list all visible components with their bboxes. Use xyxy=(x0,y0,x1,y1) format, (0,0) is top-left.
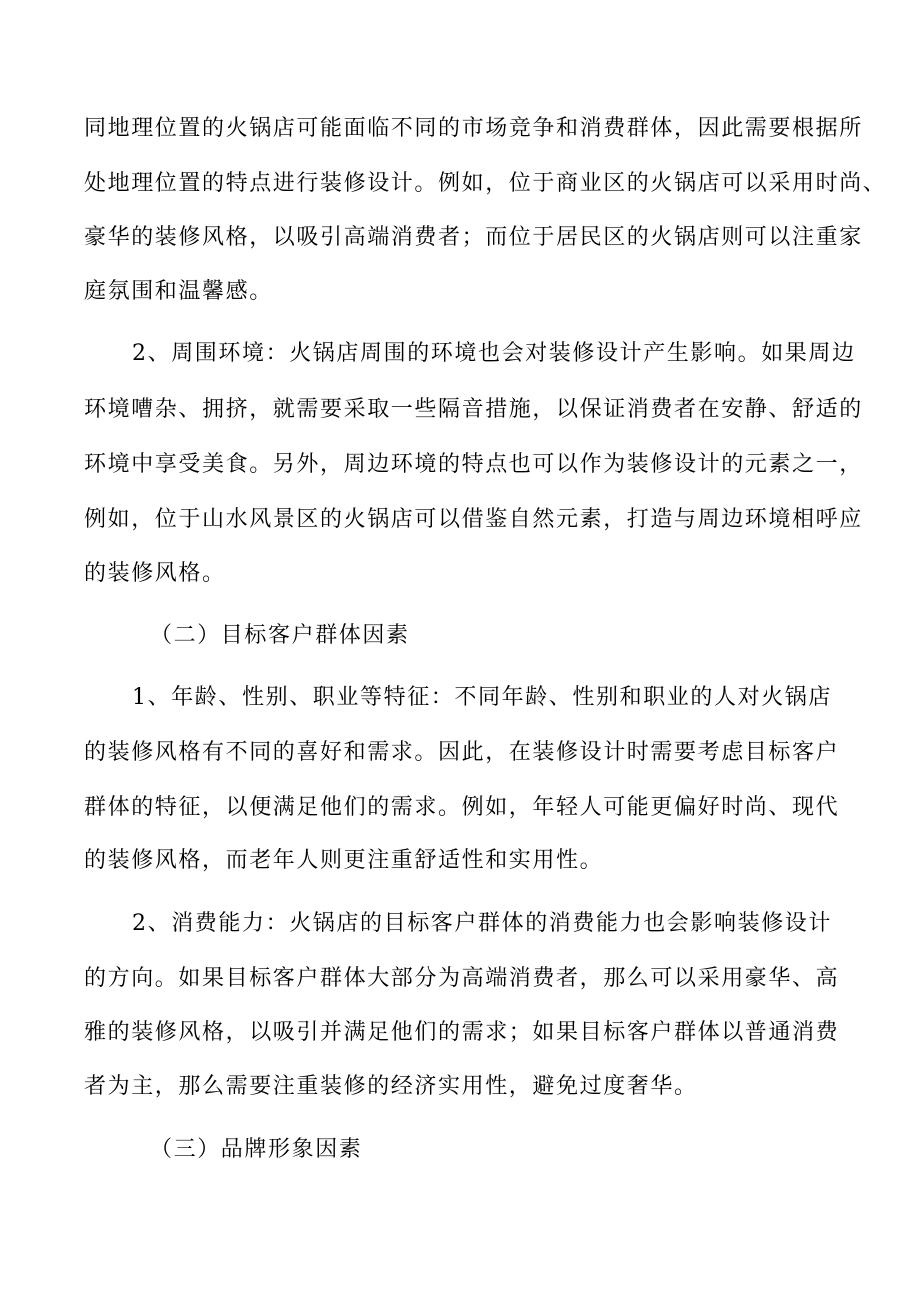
paragraph-1-line-2: 处地理位置的特点进行装修设计。例如，位于商业区的火锅店可以采用时尚、 xyxy=(84,171,887,196)
paragraph-4-line-3: 雅的装修风格，以吸引并满足他们的需求；如果目标客户群体以普通消费 xyxy=(84,1020,840,1045)
paragraph-4-line-2: 的方向。如果目标客户群体大部分为高端消费者，那么可以采用豪华、高 xyxy=(84,966,840,991)
paragraph-2-line-5: 的装修风格。 xyxy=(84,561,226,586)
paragraph-3-line-3: 群体的特征，以便满足他们的需求。例如，年轻人可能更偏好时尚、现代 xyxy=(84,795,840,820)
paragraph-1-line-3: 豪华的装修风格，以吸引高端消费者；而位于居民区的火锅店则可以注重家 xyxy=(84,225,863,250)
paragraph-2-line-3: 环境中享受美食。另外，周边环境的特点也可以作为装修设计的元素之一， xyxy=(84,452,863,477)
paragraph-3-line-1: 1、年龄、性别、职业等特征：不同年龄、性别和职业的人对火锅店 xyxy=(132,685,832,710)
paragraph-4-line-4: 者为主，那么需要注重装修的经济实用性，避免过度奢华。 xyxy=(84,1074,698,1099)
paragraph-1-line-4: 庭氛围和温馨感。 xyxy=(84,279,273,304)
paragraph-2-line-2: 环境嘈杂、拥挤，就需要采取一些隔音措施，以保证消费者在安静、舒适的 xyxy=(84,397,863,422)
paragraph-1-line-1: 同地理位置的火锅店可能面临不同的市场竞争和消费群体，因此需要根据所 xyxy=(84,116,863,141)
section-heading-3: （三）品牌形象因素 xyxy=(150,1137,363,1162)
paragraph-3-line-4: 的装修风格，而老年人则更注重舒适性和实用性。 xyxy=(84,848,604,873)
paragraph-2-line-1: 2、周围环境：火锅店周围的环境也会对装修设计产生影响。如果周边 xyxy=(132,341,856,366)
paragraph-3-line-2: 的装修风格有不同的喜好和需求。因此，在装修设计时需要考虑目标客户 xyxy=(84,740,840,765)
paragraph-2-line-4: 例如，位于山水风景区的火锅店可以借鉴自然元素，打造与周边环境相呼应 xyxy=(84,507,863,532)
paragraph-4-line-1: 2、消费能力：火锅店的目标客户群体的消费能力也会影响装修设计 xyxy=(132,911,832,936)
section-heading-2: （二）目标客户群体因素 xyxy=(150,623,410,648)
